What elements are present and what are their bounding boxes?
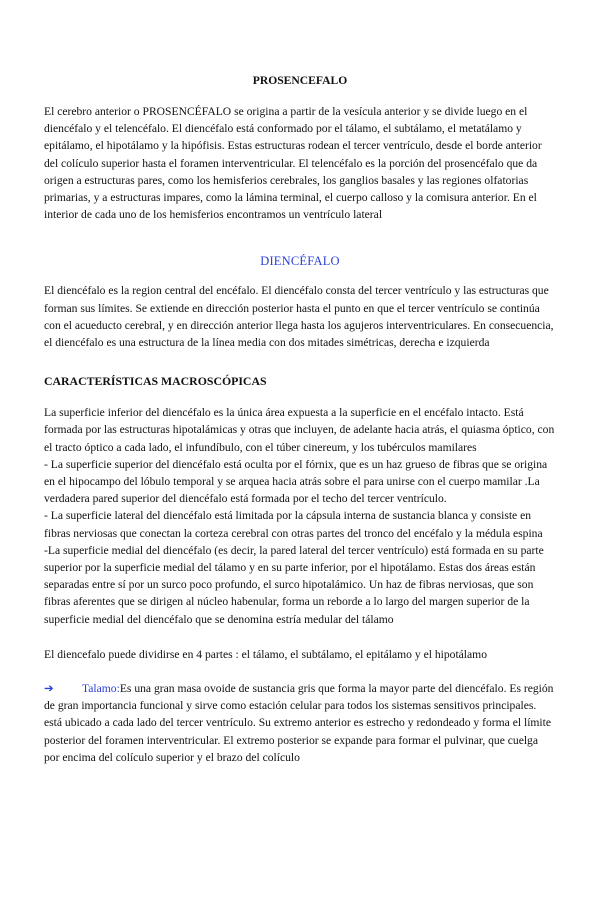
- arrow-right-icon: ➔: [44, 682, 54, 696]
- page-title: PROSENCEFALO: [252, 74, 348, 87]
- intro-paragraph: El cerebro anterior o PROSENCÉFALO se origina a partir de la vesícula anterior y se divide luego en el diencéfalo y el telencéfalo. El diencéfalo está conformado por el tálamo, el subtálamo, el metatálamo y epitálamo, el hipotálamo y la hipófisis. Estas estructuras rodean el tercer ventrículo, desde el borde anterior del colículo superior hasta el foramen interventricular. El telencéfalo es la porción del prosencéfalo que da origen a estructuras pares, como los hemisferios cerebrales, los ganglios basales y las regiones olfatorias primarias, y a estructuras impares, como la lámina terminal, el cuerpo calloso y la comisura anterior. En el interior de cada uno de los hemisferios encontramos un ventrículo lateral: [44, 105, 542, 222]
- macro-paragraph-superior: - La superficie superior del diencéfalo está oculta por el fórnix, que es un haz grueso de fibras que se origina en el hipocampo del lóbulo temporal y se arquea hacia atrás sobre el para unirse con el cuerpo mamilar .La verdadera pared superior del diencéfalo está formada por el techo del tercer ventrículo.: [44, 457, 548, 506]
- macro-paragraph-inferior: La superficie inferior del diencéfalo es la única área expuesta a la superficie en el encéfalo intacto. Está formada por las estructuras hipotalámicas y otras que incluyen, de adelante hacia atrás, el quiasma óptico, con el tracto óptico a cada lado, el infundíbulo, con el túber cinereum, y los tubérculos mamilares: [44, 406, 555, 454]
- talamo-label: Talamo:: [82, 682, 120, 696]
- macro-paragraph-lateral: - La superficie lateral del diencéfalo está limitada por la cápsula interna de sustancia blanca y consiste en fibras nerviosas que conectan la corteza cerebral con otras partes del tronco del encéfalo y la médula espina: [44, 509, 543, 540]
- parts-paragraph: El diencefalo puede dividirse en 4 partes : el tálamo, el subtálamo, el epitálamo y el hipotálamo: [44, 647, 487, 661]
- diencefalo-heading: DIENCÉFALO: [260, 254, 340, 269]
- macro-heading: CARACTERÍSTICAS MACROSCÓPICAS: [44, 374, 267, 389]
- diencefalo-paragraph: El diencéfalo es la region central del encéfalo. El diencéfalo consta del tercer ventrículo y las estructuras que forman sus límites. Se extiende en dirección posterior hasta el punto en que el tercer ventrículo se continúa con el acueducto cerebral, y en dirección anterior llega hasta los agujeros interventriculares. En consecuencia, el diencéfalo es una estructura de la línea media con dos mitades simétricas, derecha e izquierda: [44, 284, 554, 350]
- talamo-paragraph: [44, 680, 556, 766]
- macro-paragraph-medial: -La superficie medial del diencéfalo (es decir, la pared lateral del tercer ventrículo) está formada en su parte superior por la superficie medial del tálamo y en su parte inferior, por el hipotálamo. Estas dos áreas están separadas entre sí por un surco poco profundo, el surco hipotalámico. Un haz de fibras nerviosas, que son fibras aferentes que se dirigen al núcleo habenular, forma un reborde a lo largo del margen superior de la superficie medial del diencéfalo que se denomina estría medular del tálamo: [44, 543, 544, 626]
- document-page: [0, 72, 600, 920]
- talamo-text: Es una gran masa ovoide de sustancia gris que forma la mayor parte del diencéfalo. Es región de gran importancia funcional y sirve como estación celular para todos los sistemas sensitivos principales. está ubicado a cada lado del tercer ventrículo. Su extremo anterior es estrecho y redondeado y forma el límite posterior del foramen interventricular. El extremo posterior se expande para formar el pulvinar, que cuelga por encima del colículo superior y el brazo del colículo: [44, 682, 554, 764]
